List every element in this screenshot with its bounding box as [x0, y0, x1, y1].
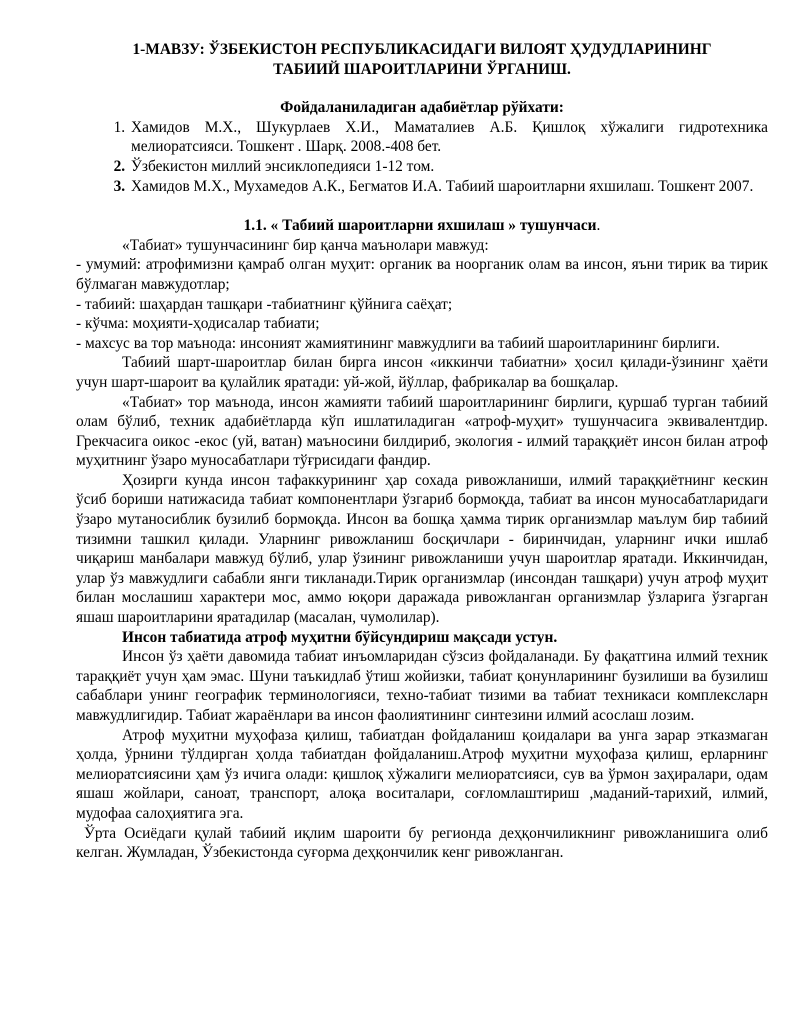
paragraph: Табиий шарт-шароитлар билан бирга инсон «иккинчи табиатни» ҳосил қилади-ўзининг ҳаёти учун шарт-шароит ва қулайлик яратади: уй-жой, йўллар, фабрикалар ва бошқалар. — [76, 354, 768, 391]
document-title-line-1: 1-МАВЗУ: ЎЗБЕКИСТОН РЕСПУБЛИКАСИДАГИ ВИЛОЯТ ҲУДУДЛАРИНИНГ — [132, 41, 712, 58]
reference-item: 2. Ўзбекистон миллий энсиклопедияси 1-12 том. — [129, 157, 768, 177]
list-item: - табиий: шаҳардан ташқари -табиатнинг қўйнига саёҳат; — [76, 295, 453, 313]
section-heading-period: . — [596, 217, 601, 235]
paragraph: Инсон ўз ҳаёти давомида табиат инъомларидан сўзсиз фойдаланади. Бу фақатгина илмий техник тараққиёт учун ҳам эмас. Шуни таъкидлаб ўтиш жойизки, табиат қонунларининг бузилиши ва бузилиш сабаблари унинг географик терминологияси, техно-табиат тизими ва табиат техникаси комплексларн мавжудлигидир. Табиат жараёнлари ва инсон фаолиятининг синтезини илмий асослаш лозим. — [76, 648, 768, 724]
references-list — [76, 118, 768, 196]
paragraph: Атроф муҳитни муҳофаза қилиш, табиатдан фойдаланиш қоидалари ва унга зарар этказмаган ҳолда, ўрнини тўлдирган ҳолда табиатдан фойдаланиш.Атроф муҳитни муҳофаза қилиш, ерларнинг мелиоратсиясини ҳам ўз ичига олади: қишлоқ хўжалиги мелиоратсияси, сув ва ўрмон заҳиралари, одам яшаш жойлари, саноат, транспорт, алоқа воситалари, соғломлаштириш ,маданий-тарихий, илмий, мудофаа салоҳиятига эга. — [76, 726, 768, 822]
list-item: - умумий: атрофимизни қамраб олган муҳит: органик ва ноорганик олам ва инсон, яъни тирик ва тирик бўлмаган мавжудотлар; — [76, 256, 768, 293]
section-heading — [76, 216, 768, 236]
reference-item: 1. Хамидов М.Х., Шукурлаев Х.И., Маматалиев А.Б. Қишлоқ хўжалиги гидротехника мелиоратсияси. Тошкент . Шарқ. 2008.-408 бет. — [129, 118, 768, 157]
document-title-line-2: ТАБИИЙ ШАРОИТЛАРИНИ ЎРГАНИШ. — [273, 60, 571, 78]
list-item: - кўчма: моҳияти-ҳодисалар табиати; — [76, 315, 320, 333]
list-item: - махсус ва тор маънода: инсоният жамиятининг мавжудлиги ва табиий шароитларининг бирлиги. — [76, 334, 720, 352]
reference-item: 3. Хамидов М.Х., Мухамедов А.К., Бегматов И.А. Табиий шароитларни яхшилаш. Тошкент 2007. — [129, 177, 768, 197]
spacer — [76, 196, 768, 216]
paragraph: Ҳозирги кунда инсон тафаккурининг ҳар сохада ривожланиши, илмий тараққиётнинг кескин ўсиб бориши натижасида табиат компонентлари ўзгариб бормоқда, табиат ва инсон муносабатларидаги ўзаро мутаносиблик бузилиб бормоқда. Инсон ва бошқа ҳамма тирик организмлар маълум бир табиий тизимни ташкил қилади. Уларнинг ривожланиш босқичлари - биринчидан, уларнинг ички ишлаб чиқариш манбалари мавжуд бўлиб, улар ўзининг ривожланиши учун шароитлар яратади. Иккинчидан, улар ўз мавжудлиги сабабли янги тикланади.Тирик организмлар (инсондан ташқари) учун атроф муҳит билан мослашиш характери мос, аммо юқори даражада ривожланган организмлар ўзларига ўзгарган яшаш шароитларини яратадилар (масалан, чумолилар). — [76, 471, 768, 627]
paragraph: Ўрта Осиёдаги қулай табиий иқлим шароити бу регионда деҳқончиликнинг ривожланишига олиб келган. Жумладан, Ўзбекистонда суғорма деҳқончилик кенг ривожланган. — [76, 824, 768, 862]
section-heading-text: 1.1. « Табиий шароитларни яхшилаш » тушунчаси — [243, 217, 597, 235]
spacer — [76, 79, 768, 98]
paragraph: «Табиат» тушунчасининг бир қанча маънолари мавжуд: — [122, 236, 489, 254]
references-heading: Фойдаланиладиган адабиётлар рўйхати: — [280, 99, 564, 117]
paragraph: «Табиат» тор маънода, инсон жамияти табиий шароитларининг бирлиги, қуршаб турган табиий олам бўлиб, техник адабиётларда кўп ишлатиладиган «атроф-муҳит» тушунчасига эквивалентдир. Грекчасига оикос -екос (уй, ватан) маъносини билдириб, экология - илмий тараққиёт инсон билан атроф муҳитнинг ўзаро муносабатлари тўғрисидаги фандир. — [76, 393, 768, 470]
bold-paragraph: Инсон табиатида атроф муҳитни бўйсундириш мақсади устун. — [122, 628, 558, 646]
